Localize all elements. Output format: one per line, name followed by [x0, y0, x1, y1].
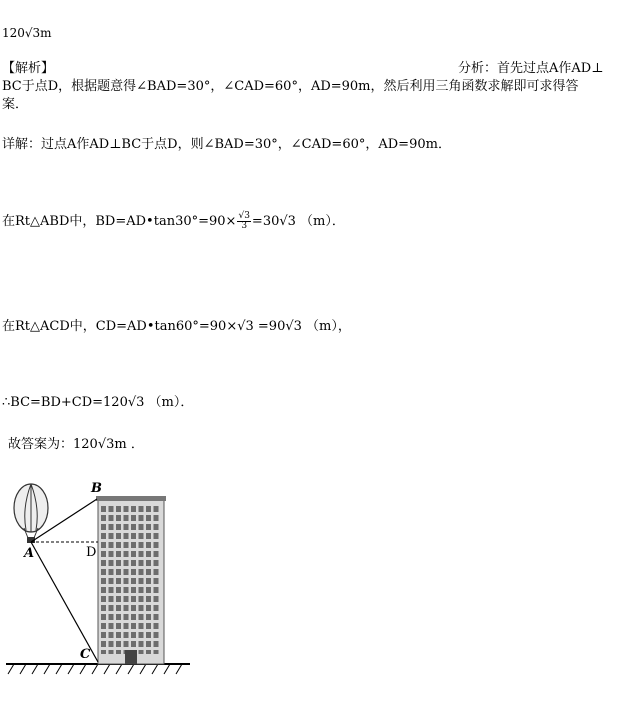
line-AC — [31, 542, 98, 662]
step2: 在Rt△ACD中，CD=AD•tan60°=90×√3 =90√3 （m）， — [2, 319, 351, 334]
balloon-building-figure — [0, 478, 200, 678]
step1-frac-num: √3 — [238, 211, 250, 221]
building-windows — [101, 506, 161, 654]
building-roof — [96, 496, 166, 501]
analysis-continued-2: 案． — [2, 97, 29, 112]
ground-hatch — [8, 664, 182, 674]
analysis-continued: BC于点D，根据题意得∠BAD=30°，∠CAD=60°，AD=90m，然后利用三角函数求解即可求得答 — [2, 79, 579, 94]
step1 — [2, 212, 345, 231]
analysis-label: 【解析】 — [2, 61, 55, 76]
label-D: D — [86, 545, 97, 560]
step1-fraction — [237, 212, 250, 231]
building-door — [125, 650, 137, 664]
label-A: A — [24, 546, 35, 561]
step1-prefix: 在Rt△ABD中，BD=AD•tan30°=90× — [2, 214, 237, 229]
step3: ∴BC=BD+CD=120√3 （m）． — [2, 395, 194, 410]
answer-top: 120√3m — [2, 26, 52, 40]
step1-frac-den: 3 — [241, 221, 248, 231]
detail-text: 详解：过点A作AD⊥BC于点D，则∠BAD=30°，∠CAD=60°，AD=90m． — [2, 137, 451, 152]
final-answer: 故答案为：120√3m ． — [8, 437, 144, 452]
step1-suffix: =30√3 （m）． — [251, 214, 345, 229]
label-B: B — [91, 481, 102, 496]
label-C: C — [80, 647, 91, 662]
analysis-fenxi: 分析：首先过点A作AD⊥ — [458, 61, 604, 76]
